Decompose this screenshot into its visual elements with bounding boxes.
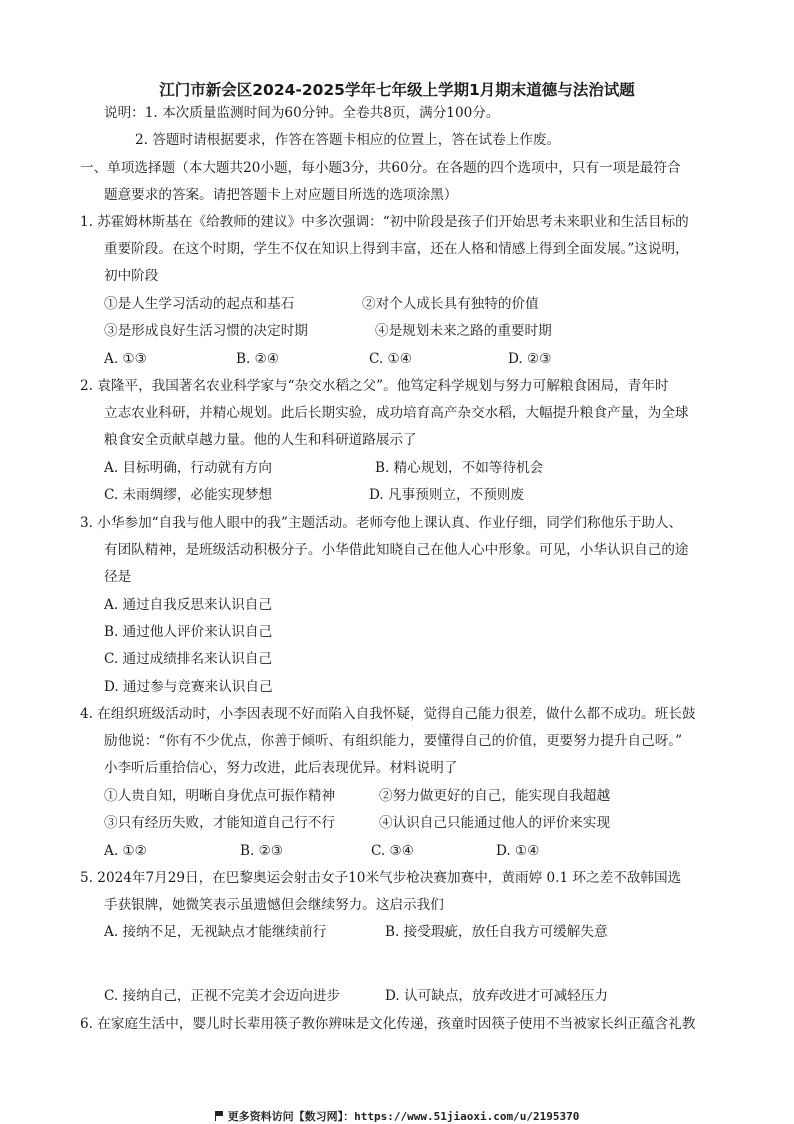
question-text: 2. 袁隆平，我国著名农业科学家与“杂交水稻之父”。他笃定科学规划与努力可解粮食困局，青年时: [80, 378, 669, 394]
question-text: 初中阶段: [104, 268, 159, 284]
question-text: 立志农业科研，并精心规划。此后长期实验，成功培育高产杂交水稻，大幅提升粮食产量，为全球: [104, 405, 689, 421]
footer-text: 更多资料访问【数习网】：https://www.51jiaoxi.com/u/2195370: [227, 1110, 580, 1123]
answer-option-b: B. ②③: [240, 843, 284, 859]
answer-option-b: B. 精心规划，不如等待机会: [375, 460, 544, 476]
section-heading-cont: 题意要求的答案。请把答题卡上对应题目所选的选项涂黑）: [104, 187, 458, 203]
footer-link[interactable]: [0, 1108, 794, 1124]
section-heading: 一、单项选择题（本大题共20小题，每小题3分，共60分。在各题的四个选项中，只有一项是最符合: [80, 160, 681, 176]
question-text: 手获银牌，她微笑表示虽遗憾但会继续努力。这启示我们: [104, 897, 444, 913]
answer-option-d: D. 凡事预则立，不预则废: [369, 487, 524, 503]
question-text: 径是: [104, 569, 132, 585]
statement: ③是形成良好生活习惯的决定时期: [104, 323, 308, 339]
answer-option-c: C. 通过成绩排名来认识自己: [104, 651, 273, 667]
statement: ②努力做更好的自己，能实现自我超越: [379, 788, 611, 804]
answer-option-d: D. 认可缺点，放弃改进才可减轻压力: [385, 988, 608, 1004]
answer-option-a: A. 通过自我反思来认识自己: [104, 597, 272, 613]
answer-option-b: B. 通过他人评价来认识自己: [104, 624, 273, 640]
statement: ④是规划未来之路的重要时期: [375, 323, 552, 339]
question-text: 小李听后重拾信心，努力改进，此后表现优异。材料说明了: [104, 760, 458, 776]
answer-option-d: D. ②③: [508, 351, 552, 367]
question-text: 3. 小华参加“自我与他人眼中的我”主题活动。老师夸他上课认真、作业仔细，同学们称他乐于助人、: [80, 515, 683, 531]
exam-note-1: 说明：1. 本次质量监测时间为60分钟。全卷共8页，满分100分。: [104, 105, 500, 121]
question-text: 1. 苏霍姆林斯基在《给教师的建议》中多次强调：“初中阶段是孩子们开始思考未来职业和生活目标的: [80, 214, 689, 230]
page-title: 江门市新会区2024-2025学年七年级上学期1月期末道德与法治试题: [159, 81, 635, 99]
answer-option-c: C. 接纳自己，正视不完美才会迈向进步: [104, 988, 341, 1004]
answer-option-a: A. ①②: [104, 843, 147, 859]
question-text: 有团队精神，是班级活动积极分子。小华借此知晓自己在他人心中形象。可见，小华认识自己的途: [104, 542, 689, 558]
statement: ④认识自己只能通过他人的评价来实现: [379, 815, 611, 831]
statement: ①人贵自知，明晰自身优点可振作精神: [104, 788, 336, 804]
question-text: 4. 在组织班级活动时，小李因表现不好而陷入自我怀疑，觉得自己能力很差，做什么都不成功。班长鼓: [80, 706, 696, 722]
answer-option-c: C. ①④: [369, 351, 412, 367]
flag-icon: [215, 1111, 224, 1121]
answer-option-b: B. 接受瑕疵，放任自我方可缓解失意: [385, 924, 608, 940]
answer-option-a: A. 接纳不足，无视缺点才能继续前行: [104, 924, 327, 940]
answer-option-d: D. ①④: [496, 843, 540, 859]
answer-option-b: B. ②④: [236, 351, 280, 367]
exam-note-2: 2. 答题时请根据要求，作答在答题卡相应的位置上，答在试卷上作废。: [135, 132, 561, 148]
question-text: 粮食安全贡献卓越力量。他的人生和科研道路展示了: [104, 432, 417, 448]
answer-option-d: D. 通过参与竞赛来认识自己: [104, 679, 273, 695]
statement: ①是人生学习活动的起点和基石: [104, 296, 295, 312]
answer-option-a: A. ①③: [104, 351, 147, 367]
question-text: 励他说：“你有不少优点，你善于倾听、有组织能力，要懂得自己的价值，更要努力提升自己呀。”: [104, 733, 683, 749]
answer-option-a: A. 目标明确，行动就有方向: [104, 460, 272, 476]
statement: ②对个人成长具有独特的价值: [362, 296, 539, 312]
question-text: 5. 2024年7月29日，在巴黎奥运会射击女子10米气步枪决赛加赛中，黄雨婷 0.1 环之差不敌韩国选: [80, 870, 682, 886]
question-text: 重要阶段。在这个时期，学生不仅在知识上得到丰富，还在人格和情感上得到全面发展。”这说明，: [104, 241, 689, 257]
answer-option-c: C. 未雨绸缪，必能实现梦想: [104, 487, 273, 503]
statement: ③只有经历失败，才能知道自己行不行: [104, 815, 336, 831]
question-text: 6. 在家庭生活中，婴儿时长辈用筷子教你辨味是文化传递，孩童时因筷子使用不当被家长纠正蕴含礼教: [80, 1016, 696, 1032]
answer-option-c: C. ③④: [371, 843, 414, 859]
